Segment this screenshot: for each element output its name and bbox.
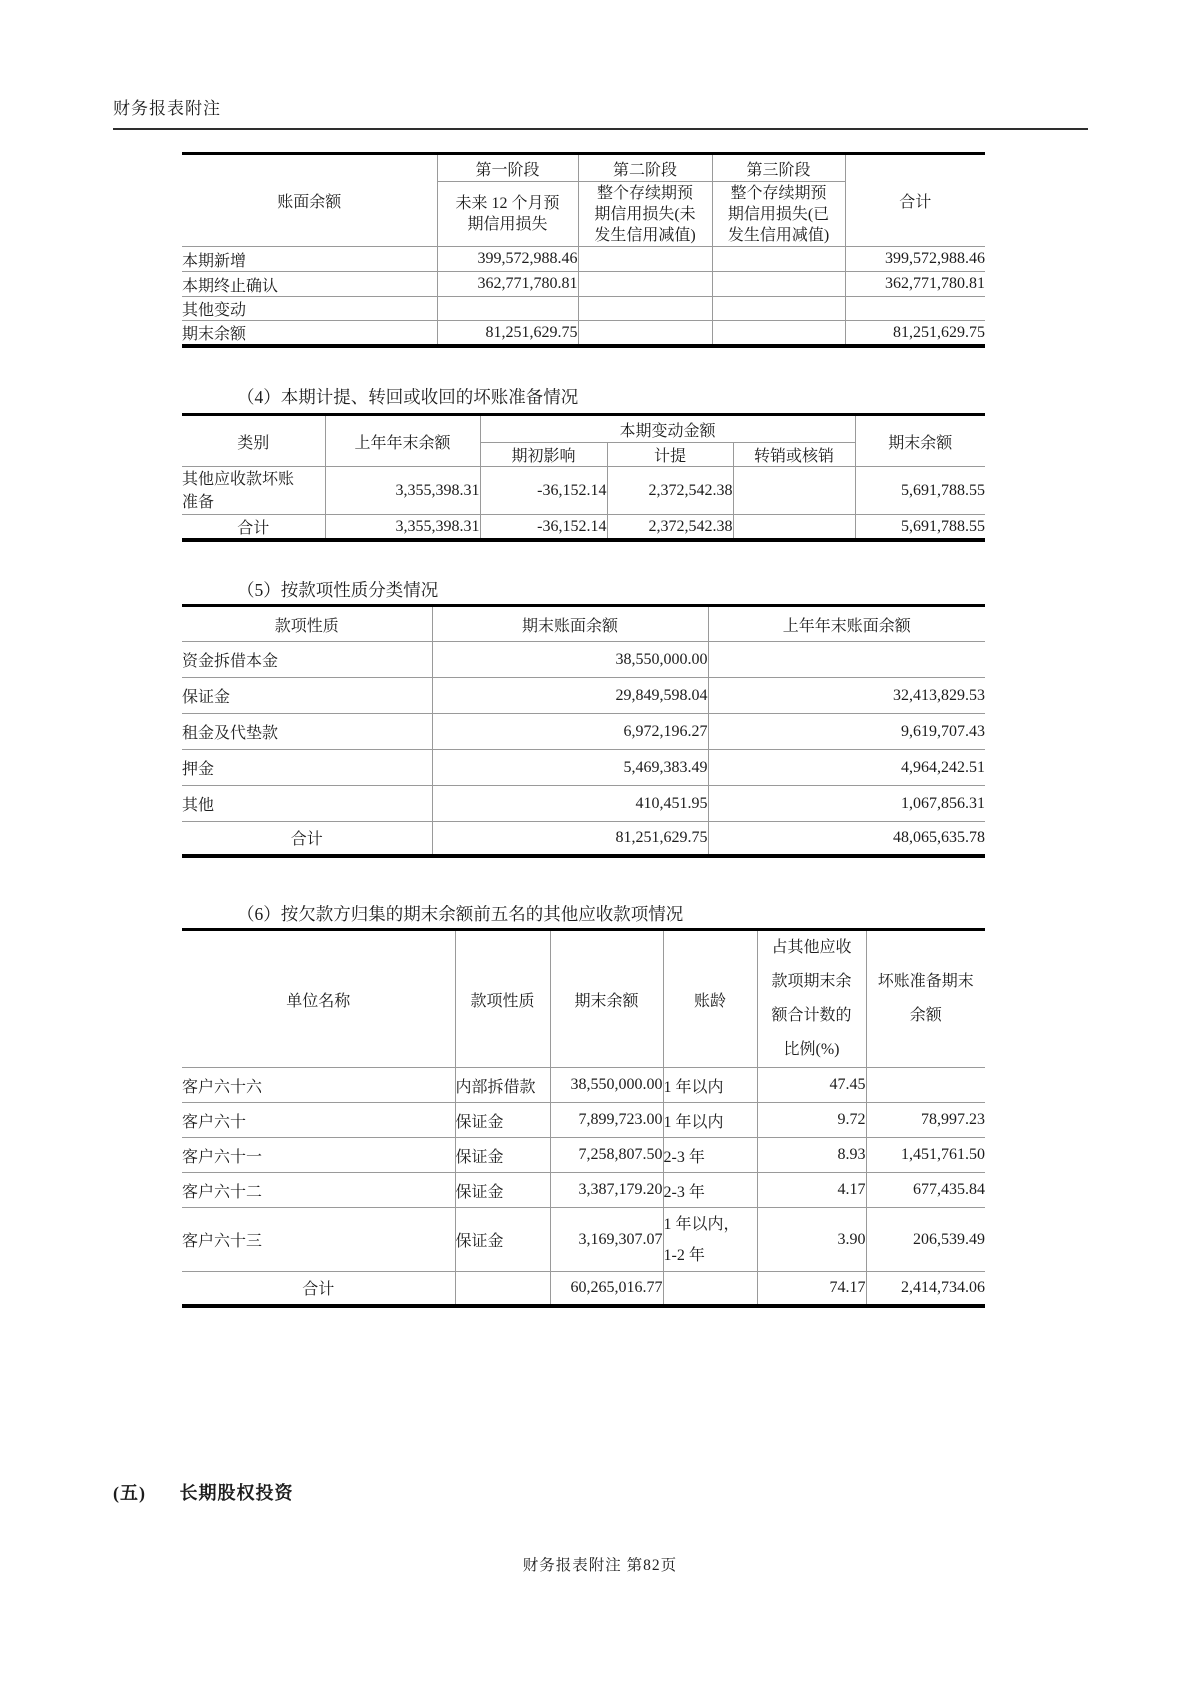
top5-header-row <box>182 930 985 1068</box>
table-row <box>182 467 985 515</box>
label-line: 其他应收款坏账 <box>182 470 295 488</box>
category-header: 类别 <box>237 434 270 452</box>
row-label: 合计 <box>182 1272 455 1306</box>
stage1-subheader <box>437 182 578 247</box>
aging-line: 1 年以内， <box>663 1215 740 1233</box>
bad-debt-header <box>866 930 985 1068</box>
balance: 3,387,179.20 <box>550 1173 663 1208</box>
ratio: 74.17 <box>757 1272 866 1306</box>
row-label: 保证金 <box>182 678 432 714</box>
final-section-title: 长期股权投资 <box>179 1483 294 1503</box>
row-label: 资金拆借本金 <box>182 642 432 678</box>
nature-header-row <box>182 606 985 642</box>
row-label <box>182 467 325 515</box>
unit-name: 客户六十 <box>182 1103 455 1138</box>
subheader-line: 整个存续期预 <box>596 184 693 202</box>
nature: 保证金 <box>455 1103 550 1138</box>
bad-debt: 1,451,761.50 <box>866 1138 985 1173</box>
cell-value: 399,572,988.46 <box>845 247 985 272</box>
bad-debt: 78,997.23 <box>866 1103 985 1138</box>
prev-balance-header: 上年年末账面余额 <box>708 606 985 642</box>
writeoff-header: 转销或核销 <box>733 443 855 467</box>
table-row <box>182 272 985 297</box>
bad-debt: 206,539.49 <box>866 1208 985 1272</box>
current-balance-header: 期末账面余额 <box>432 606 708 642</box>
bad-debt: 2,414,734.06 <box>866 1272 985 1306</box>
cell-value <box>712 247 845 272</box>
doc-header-title: 财务报表附注 <box>113 99 221 118</box>
header-line: 款项期末余 <box>771 973 852 990</box>
table-row <box>182 1173 985 1208</box>
nature-header: 款项性质 <box>455 930 550 1068</box>
table-row <box>182 786 985 822</box>
cell-value <box>712 321 845 347</box>
ratio-header <box>757 930 866 1068</box>
stage-table <box>182 152 985 348</box>
cell-value: 362,771,780.81 <box>845 272 985 297</box>
cell-value <box>733 467 855 515</box>
balance: 7,899,723.00 <box>550 1103 663 1138</box>
cell-value: 32,413,829.53 <box>708 678 985 714</box>
cell-value: -36,152.14 <box>480 515 607 541</box>
provision-header-row1 <box>182 415 985 443</box>
header-line: 余额 <box>909 1007 942 1024</box>
cell-value <box>845 297 985 321</box>
table-row <box>182 321 985 347</box>
page-footer: 财务报表附注 第82页 <box>522 1557 678 1574</box>
final-section-heading <box>113 1479 294 1505</box>
nature: 保证金 <box>455 1208 550 1272</box>
aging-header: 账龄 <box>663 930 757 1068</box>
cell-value: 5,469,383.49 <box>432 750 708 786</box>
aging: 1 年以内 <box>663 1068 757 1103</box>
cell-value: 2,372,542.38 <box>607 467 733 515</box>
stage-table-header-row1 <box>182 154 985 182</box>
balance: 3,169,307.07 <box>550 1208 663 1272</box>
table-row <box>182 1103 985 1138</box>
provision-header: 计提 <box>607 443 733 467</box>
cell-value <box>712 297 845 321</box>
nature-table <box>182 604 985 858</box>
cell-value: 5,691,788.55 <box>855 467 985 515</box>
table-row <box>182 714 985 750</box>
table-row <box>182 247 985 272</box>
stage-table-corner-label: 账面余额 <box>277 194 342 211</box>
cell-value: 38,550,000.00 <box>432 642 708 678</box>
cell-value: 6,972,196.27 <box>432 714 708 750</box>
header-line: 坏账准备期末 <box>877 973 974 990</box>
cell-value: 3,355,398.31 <box>325 515 480 541</box>
cell-value: 5,691,788.55 <box>855 515 985 541</box>
cell-value <box>437 297 578 321</box>
doc-header <box>113 94 1088 130</box>
ratio: 47.45 <box>757 1068 866 1103</box>
subheader-line: 未来 12 个月预 <box>455 195 560 212</box>
nature: 内部拆借款 <box>455 1068 550 1103</box>
table-row <box>182 1208 985 1272</box>
ratio: 8.93 <box>757 1138 866 1173</box>
cell-value: -36,152.14 <box>480 467 607 515</box>
header-line: 占其他应收 <box>771 939 852 956</box>
ending-header: 期末余额 <box>855 415 985 467</box>
unit-name: 客户六十二 <box>182 1173 455 1208</box>
nature-header: 款项性质 <box>274 617 339 635</box>
subheader-line: 发生信用减值) <box>594 226 696 244</box>
subheader-line: 发生信用减值) <box>727 226 830 244</box>
row-label: 合计 <box>182 822 432 856</box>
total-row <box>182 822 985 856</box>
ratio: 4.17 <box>757 1173 866 1208</box>
final-section-number: (五) <box>113 1483 146 1503</box>
cell-value: 29,849,598.04 <box>432 678 708 714</box>
cell-value: 3,355,398.31 <box>325 467 480 515</box>
section5-title: （5）按款项性质分类情况 <box>237 580 439 600</box>
aging: 2-3 年 <box>663 1138 757 1173</box>
cell-value: 410,451.95 <box>432 786 708 822</box>
balance-header: 期末余额 <box>550 930 663 1068</box>
nature <box>455 1272 550 1306</box>
row-label: 其他变动 <box>182 297 437 321</box>
table-row <box>182 1068 985 1103</box>
provision-table <box>182 413 985 542</box>
stage1-header: 第一阶段 <box>437 154 578 182</box>
unit-name: 客户六十一 <box>182 1138 455 1173</box>
initial-impact-header: 期初影响 <box>480 443 607 467</box>
cell-value <box>733 515 855 541</box>
unit-name-header: 单位名称 <box>286 992 351 1010</box>
nature: 保证金 <box>455 1138 550 1173</box>
cell-value: 362,771,780.81 <box>437 272 578 297</box>
total-header: 合计 <box>845 154 985 247</box>
subheader-line: 整个存续期预 <box>730 184 827 202</box>
cell-value <box>708 642 985 678</box>
cell-value: 81,251,629.75 <box>432 822 708 856</box>
bad-debt: 677,435.84 <box>866 1173 985 1208</box>
header-line: 比例(%) <box>783 1041 840 1058</box>
cell-value: 1,067,856.31 <box>708 786 985 822</box>
aging <box>663 1208 757 1272</box>
section4-title: （4）本期计提、转回或收回的坏账准备情况 <box>237 387 579 407</box>
header-line: 额合计数的 <box>771 1007 852 1024</box>
cell-value: 48,065,635.78 <box>708 822 985 856</box>
balance: 60,265,016.77 <box>550 1272 663 1306</box>
stage2-header: 第二阶段 <box>578 154 712 182</box>
aging: 1 年以内 <box>663 1103 757 1138</box>
prev-year-header: 上年年末余额 <box>325 415 480 467</box>
ratio: 9.72 <box>757 1103 866 1138</box>
balance: 7,258,807.50 <box>550 1138 663 1173</box>
cell-value <box>578 272 712 297</box>
cell-value: 81,251,629.75 <box>845 321 985 347</box>
cell-value: 81,251,629.75 <box>437 321 578 347</box>
aging: 2-3 年 <box>663 1173 757 1208</box>
ratio: 3.90 <box>757 1208 866 1272</box>
section6-title: （6）按欠款方归集的期末余额前五名的其他应收款项情况 <box>237 904 684 924</box>
table-row <box>182 642 985 678</box>
change-group-header: 本期变动金额 <box>480 415 855 443</box>
table-row <box>182 678 985 714</box>
aging <box>663 1272 757 1306</box>
row-label: 押金 <box>182 750 432 786</box>
cell-value <box>578 247 712 272</box>
bad-debt <box>866 1068 985 1103</box>
table-row <box>182 297 985 321</box>
unit-name: 客户六十六 <box>182 1068 455 1103</box>
cell-value <box>578 321 712 347</box>
row-label: 期末余额 <box>182 321 437 347</box>
label-line: 准备 <box>182 493 215 511</box>
stage2-subheader <box>578 182 712 247</box>
row-label: 租金及代垫款 <box>182 714 432 750</box>
nature: 保证金 <box>455 1173 550 1208</box>
aging-line: 1-2 年 <box>663 1246 705 1264</box>
cell-value <box>712 272 845 297</box>
cell-value: 4,964,242.51 <box>708 750 985 786</box>
subheader-line: 期信用损失(已 <box>727 205 830 223</box>
row-label: 本期新增 <box>182 247 437 272</box>
cell-value: 399,572,988.46 <box>437 247 578 272</box>
row-label: 本期终止确认 <box>182 272 437 297</box>
table-row <box>182 1138 985 1173</box>
subheader-line: 期信用损失 <box>467 216 548 233</box>
total-row <box>182 1272 985 1306</box>
cell-value: 2,372,542.38 <box>607 515 733 541</box>
balance: 38,550,000.00 <box>550 1068 663 1103</box>
subheader-line: 期信用损失(未 <box>594 205 696 223</box>
unit-name: 客户六十三 <box>182 1208 455 1272</box>
row-label: 其他 <box>182 786 432 822</box>
table-row <box>182 750 985 786</box>
row-label: 合计 <box>182 515 325 541</box>
top5-table <box>182 928 985 1308</box>
table-row <box>182 515 985 541</box>
stage3-subheader <box>712 182 845 247</box>
cell-value <box>578 297 712 321</box>
cell-value: 9,619,707.43 <box>708 714 985 750</box>
stage3-header: 第三阶段 <box>712 154 845 182</box>
